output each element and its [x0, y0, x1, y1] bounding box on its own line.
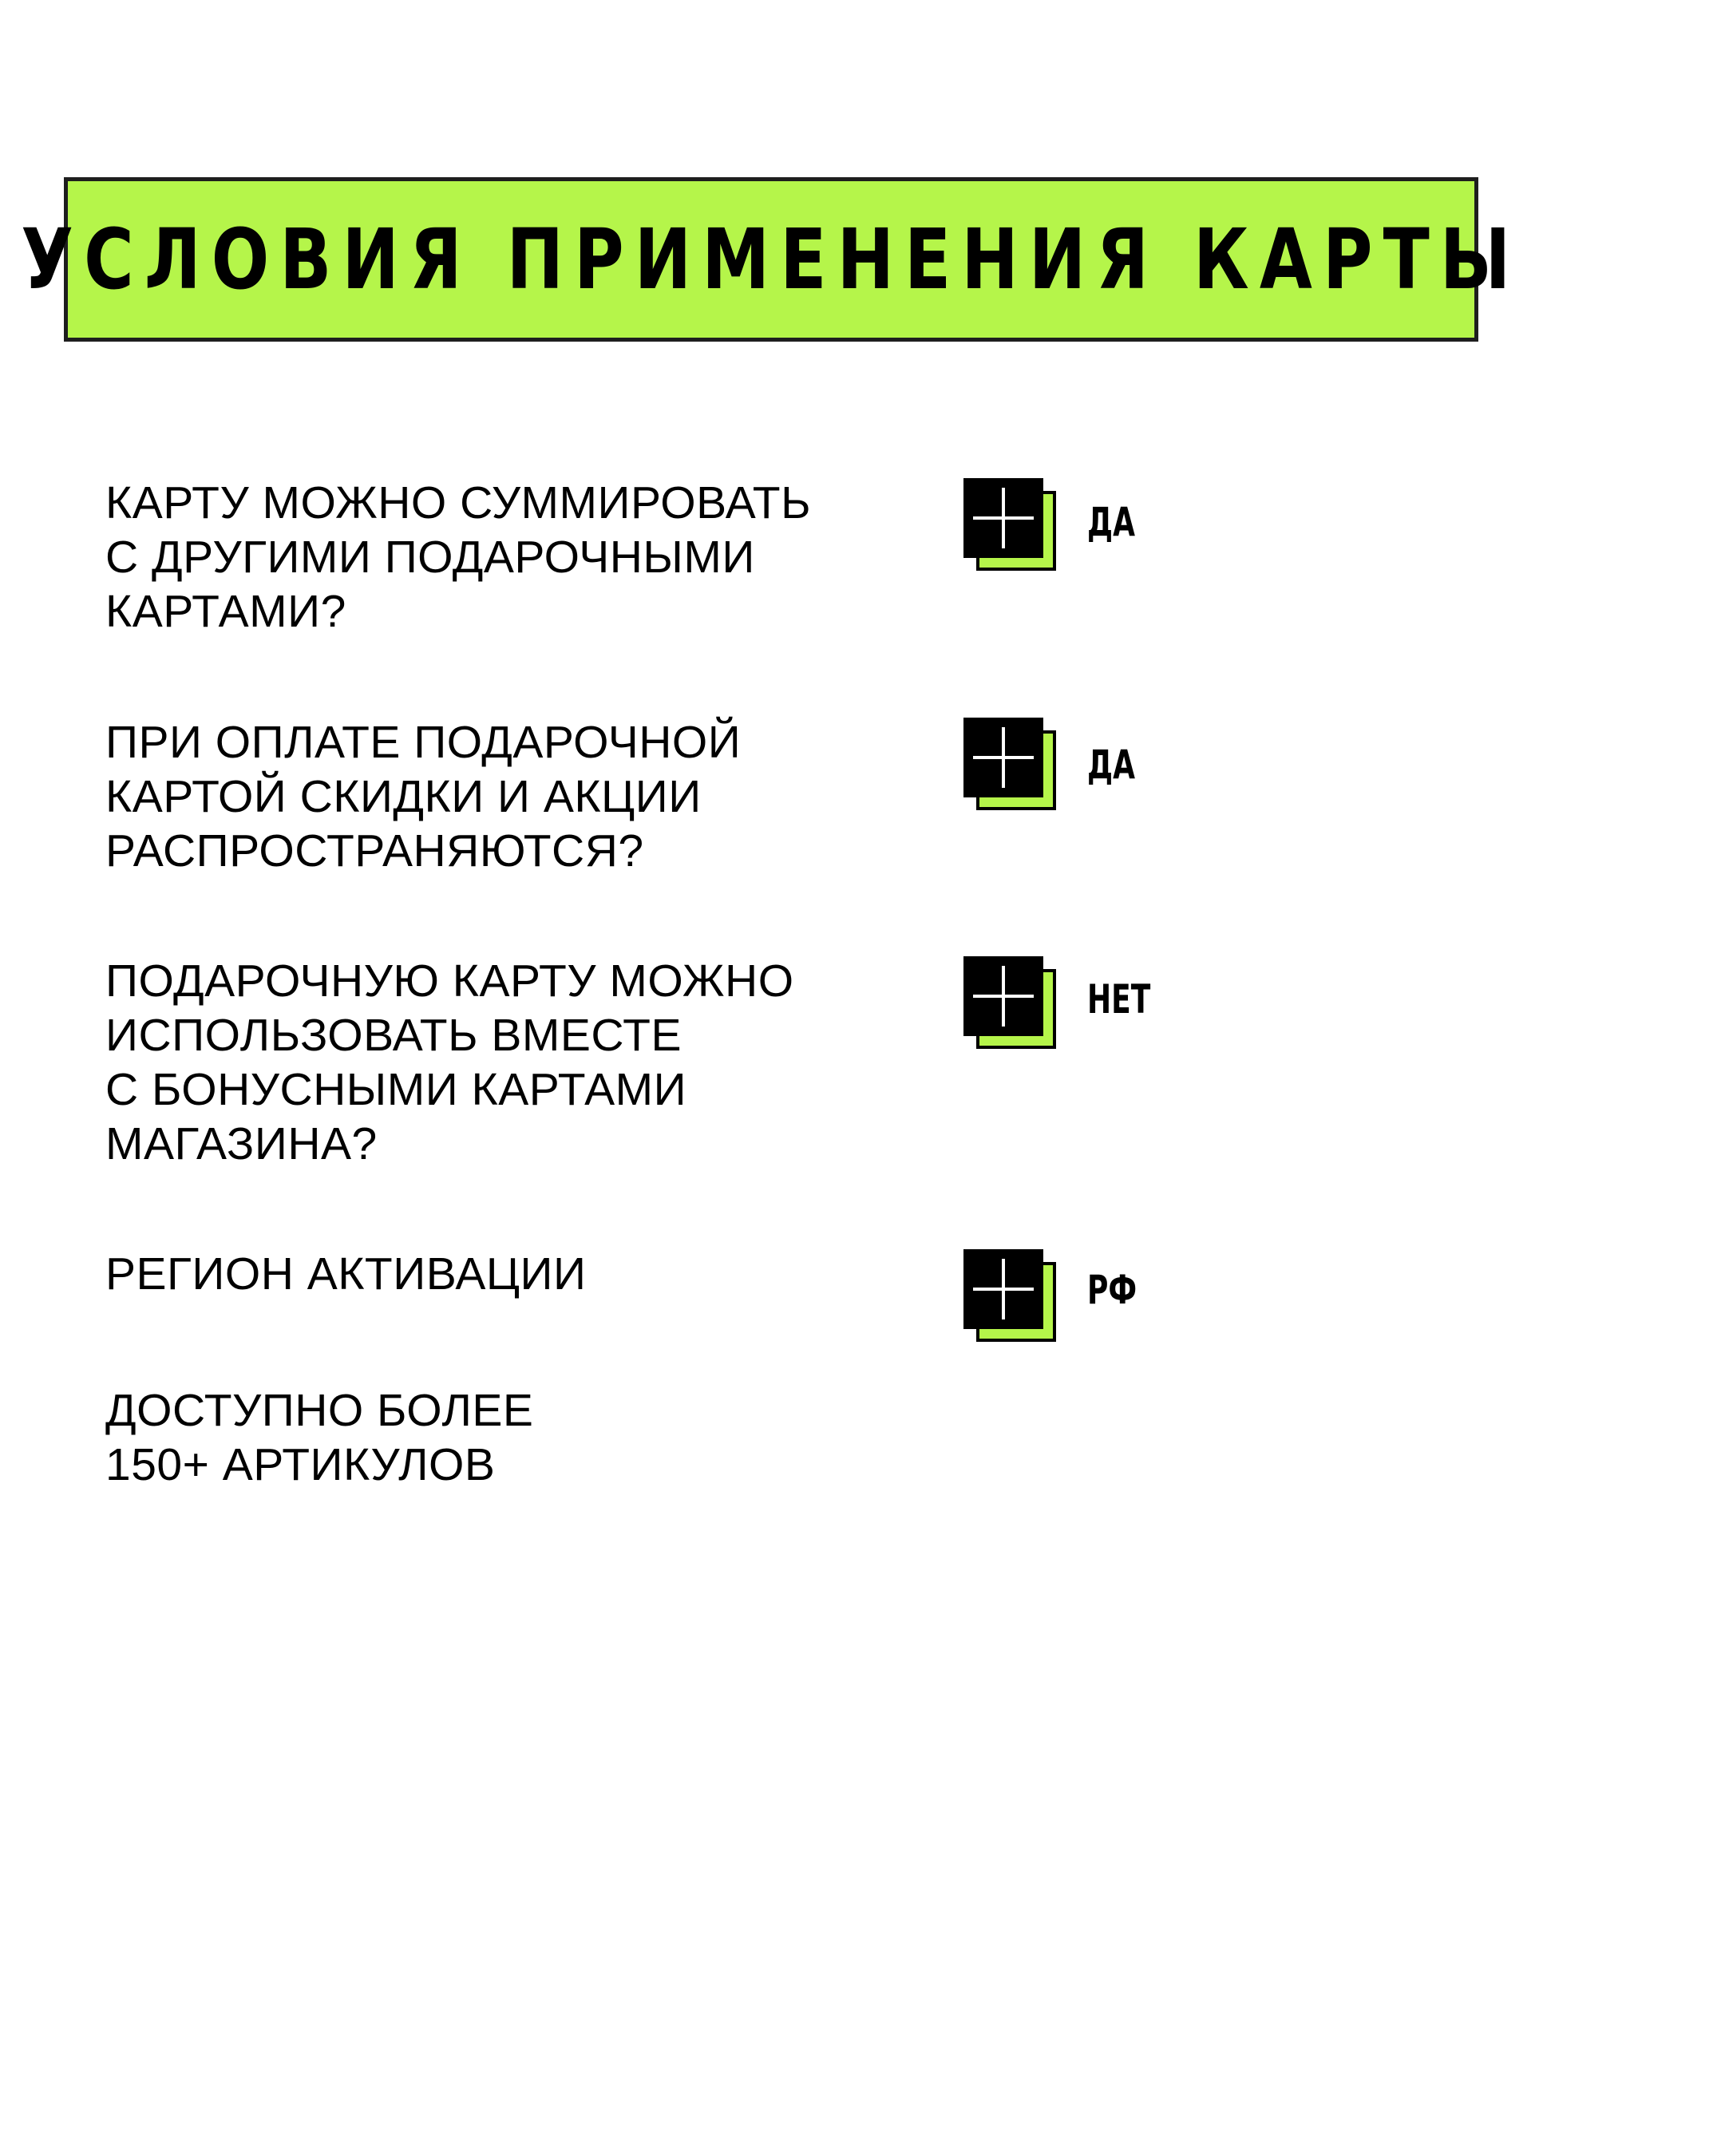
plus-icon — [963, 478, 1059, 572]
plus-icon — [963, 718, 1059, 812]
title-banner — [21, 177, 1521, 342]
plus-icon — [963, 1249, 1059, 1343]
condition-question: РЕГИОН АКТИВАЦИИ — [105, 1248, 587, 1300]
plus-icon — [963, 956, 1059, 1050]
condition-question: ПРИ ОПЛАТЕ ПОДАРОЧНОЙ КАРТОЙ СКИДКИ И АКЦИИ РАСПРОСТРАНЯЮТСЯ? — [105, 717, 742, 876]
page-title: УСЛОВИЯ ПРИМЕНЕНИЯ КАРТЫ — [21, 211, 1521, 308]
condition-answer: НЕТ — [1087, 976, 1151, 1023]
condition-answer: РФ — [1087, 1267, 1137, 1313]
condition-answer: ДА — [1087, 742, 1135, 788]
condition-question: КАРТУ МОЖНО СУММИРОВАТЬ С ДРУГИМИ ПОДАРОЧНЫМИ КАРТАМИ? — [105, 477, 812, 637]
condition-answer: ДА — [1087, 499, 1135, 545]
condition-question: ПОДАРОЧНУЮ КАРТУ МОЖНО ИСПОЛЬЗОВАТЬ ВМЕСТЕ С БОНУСНЫМИ КАРТАМИ МАГАЗИНА? — [105, 955, 794, 1169]
footer-note: ДОСТУПНО БОЛЕЕ 150+ АРТИКУЛОВ — [105, 1385, 534, 1490]
